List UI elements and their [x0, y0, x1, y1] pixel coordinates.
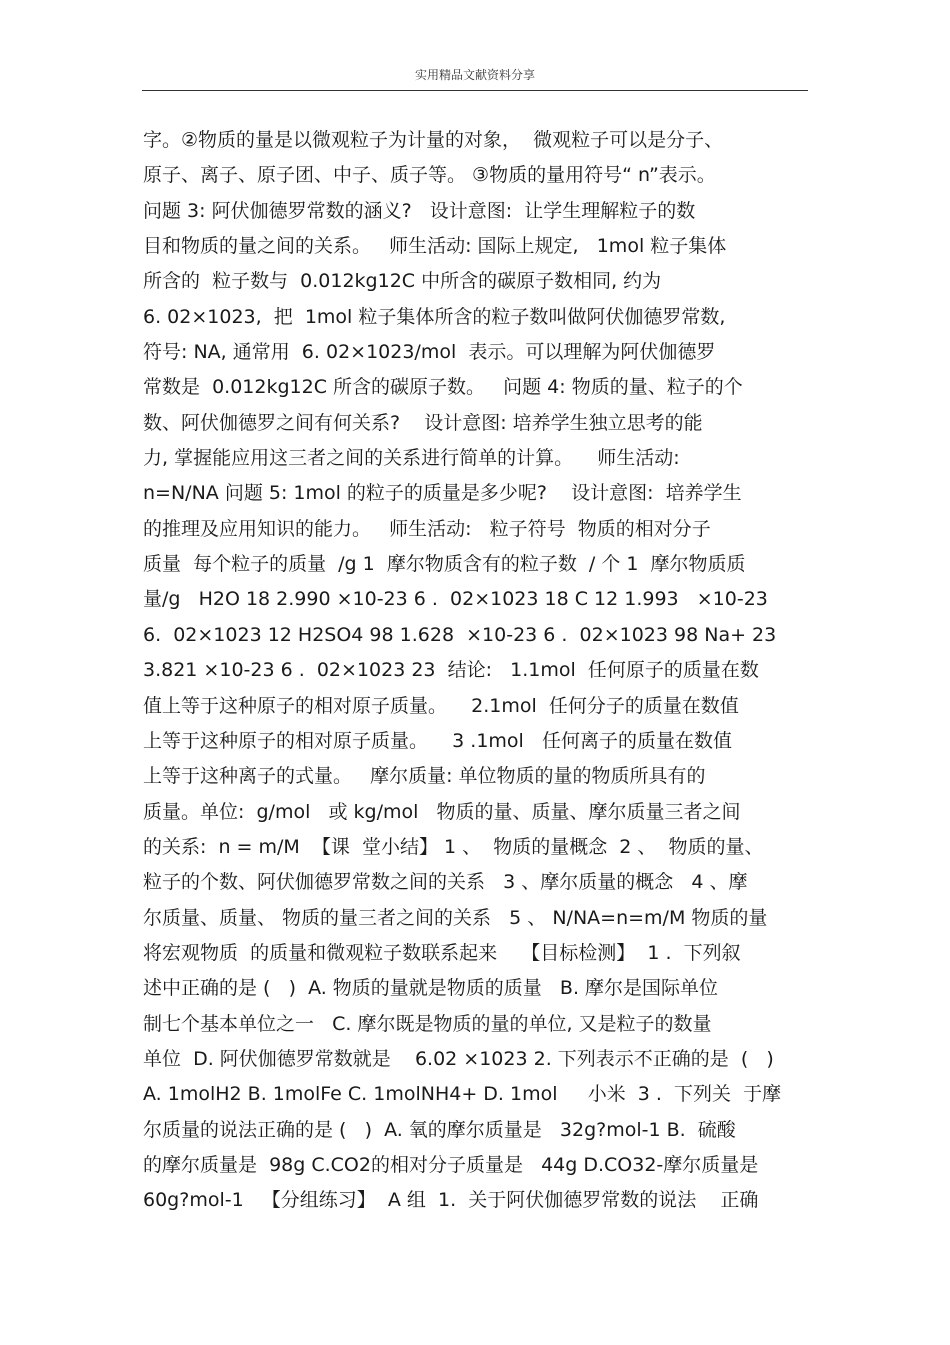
- text-line: 问题 3: 阿伏伽德罗常数的涵义? 设计意图: 让学生理解粒子的数: [143, 199, 696, 222]
- text-line: 质量。单位: g/mol 或 kg/mol 物质的量、质量、摩尔质量三者之间: [143, 800, 741, 823]
- text-line: 原子、离子、原子团、中子、质子等。 ③物质的量用符号“ n”表示。: [143, 164, 716, 187]
- text-line: 值上等于这种原子的相对原子质量。 2.1mol 任何分子的质量在数值: [143, 694, 739, 717]
- text-line: 符号: NA, 通常用 6. 02×1023/mol 表示。可以理解为阿伏伽德罗: [143, 341, 716, 364]
- text-line: 上等于这种原子的相对原子质量。 3 .1mol 任何离子的质量在数值: [143, 729, 732, 752]
- text-line: 目和物质的量之间的关系。 师生活动: 国际上规定, 1mol 粒子集体: [143, 235, 727, 258]
- text-line: 上等于这种离子的式量。 摩尔质量: 单位物质的量的物质所具有的: [143, 765, 706, 788]
- text-line: 3.821 ×10-23 6 . 02×1023 23 结论: 1.1mol 任何原子的质量在数: [143, 659, 759, 682]
- text-line: 将宏观物质 的质量和微观粒子数联系起来 【目标检测】 1 . 下列叙: [143, 941, 741, 964]
- text-line: n=N/NA 问题 5: 1mol 的粒子的质量是多少呢? 设计意图: 培养学生: [143, 482, 742, 505]
- page-header-title: 实用精品文献资料分享: [414, 68, 535, 82]
- text-line: 的摩尔质量是 98g C.CO2的相对分子质量是 44g D.CO32-摩尔质量是: [143, 1153, 759, 1176]
- text-line: 所含的 粒子数与 0.012kg12C 中所含的碳原子数相同, 约为: [143, 270, 662, 293]
- text-line: 6. 02×1023 12 H2SO4 98 1.628 ×10-23 6 . 02×1023 98 Na+ 23: [143, 623, 777, 646]
- text-line: 述中正确的是 ( ) A. 物质的量就是物质的质量 B. 摩尔是国际单位: [143, 977, 719, 1000]
- text-line: 尔质量、质量、 物质的量三者之间的关系 5 、 N/NA=n=m/M 物质的量: [143, 906, 768, 929]
- text-line: 的推理及应用知识的能力。 师生活动: 粒子符号 物质的相对分子: [143, 517, 711, 540]
- text-line: 尔质量的说法正确的是 ( ) A. 氧的摩尔质量是 32g?mol-1 B. 硫酸: [143, 1118, 736, 1141]
- text-line: 质量 每个粒子的质量 /g 1 摩尔物质含有的粒子数 / 个 1 摩尔物质质: [143, 553, 746, 576]
- text-line: 字。②物质的量是以微观粒子为计量的对象， 微观粒子可以是分子、: [143, 129, 724, 151]
- text-line: 粒子的个数、阿伏伽德罗常数之间的关系 3 、摩尔质量的概念 4 、摩: [143, 871, 748, 894]
- text-line: 制七个基本单位之一 C. 摩尔既是物质的量的单位, 又是粒子的数量: [143, 1012, 712, 1035]
- text-line: A. 1molH2 B. 1molFe C. 1molNH4+ D. 1mol 小米 3 . 下列关 于摩: [143, 1083, 782, 1106]
- text-line: 数、阿伏伽德罗之间有何关系? 设计意图: 培养学生独立思考的能: [143, 411, 703, 434]
- text-line: 量/g H2O 18 2.990 ×10-23 6 . 02×1023 18 C 12 1.993 ×10-23: [143, 588, 768, 611]
- document-body: [143, 123, 809, 1219]
- text-line: 的关系: n = m/M 【课 堂小结】 1 、 物质的量概念 2 、 物质的量、: [143, 835, 764, 858]
- text-line: 60g?mol-1 【分组练习】 A 组 1. 关于阿伏伽德罗常数的说法 正确: [143, 1189, 759, 1212]
- header-divider: [142, 90, 808, 91]
- text-line: 6. 02×1023, 把 1mol 粒子集体所含的粒子数叫做阿伏伽德罗常数,: [143, 305, 726, 328]
- text-line: 常数是 0.012kg12C 所含的碳原子数。 问题 4: 物质的量、粒子的个: [143, 376, 743, 399]
- text-line: 力, 掌握能应用这三者之间的关系进行简单的计算。 师生活动:: [143, 447, 680, 470]
- text-line: 单位 D. 阿伏伽德罗常数就是 6.02 ×1023 2. 下列表示不正确的是 ( ): [143, 1047, 774, 1070]
